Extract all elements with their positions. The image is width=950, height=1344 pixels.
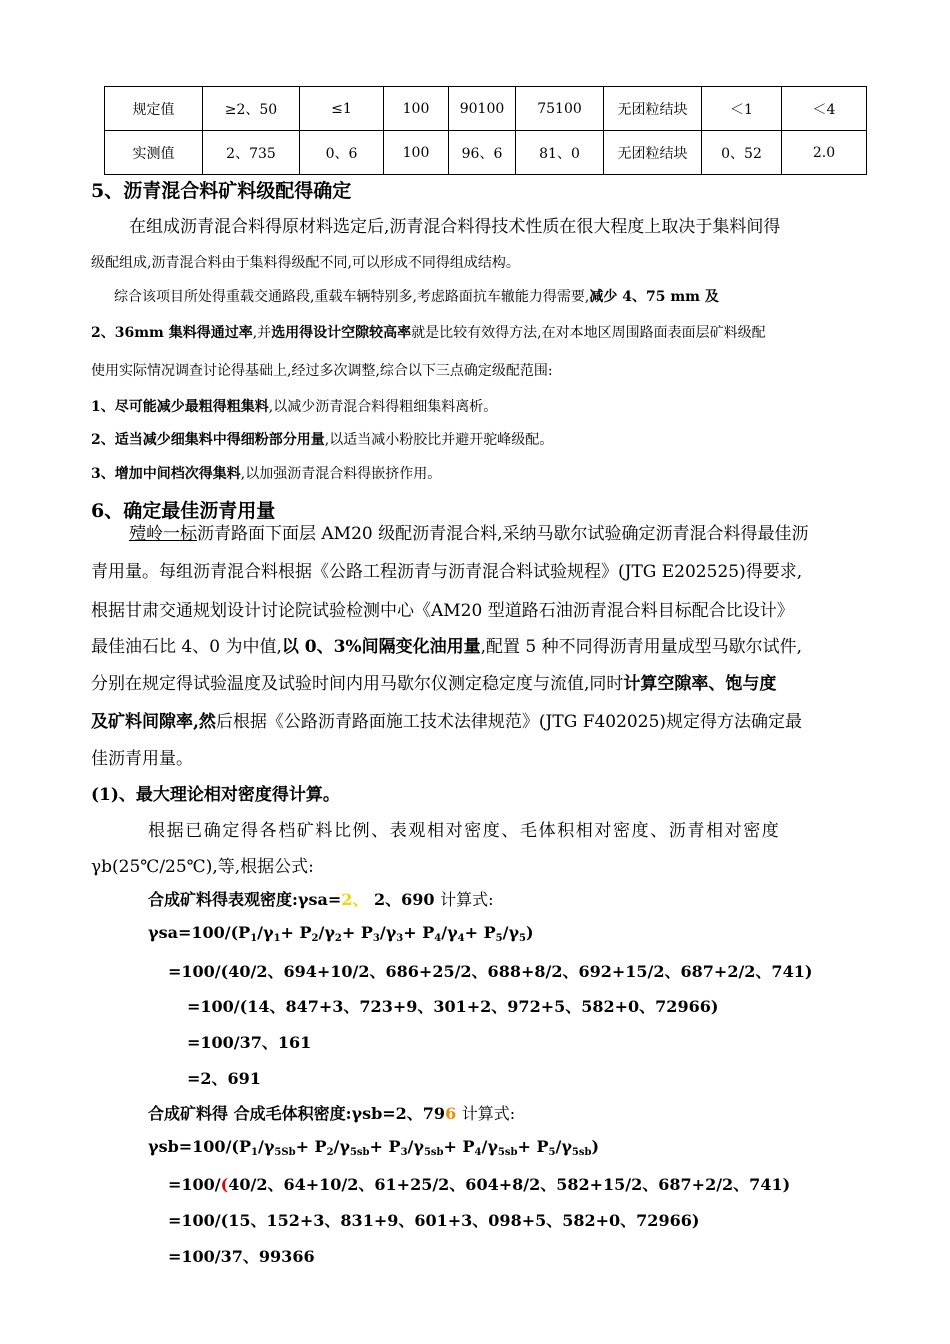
formula-label	[148, 1101, 515, 1124]
emphasis-text: 1、尽可能减少最粗得粗集料	[91, 399, 269, 415]
formula-step: =100/37、161	[187, 1033, 312, 1052]
paragraph-line	[91, 632, 802, 657]
table-cell: 75100	[516, 87, 604, 131]
emphasis-text: 3、增加中间档次得集料	[91, 466, 241, 482]
text-run: 沥青路面下面层 AM20 级配沥青混合料,采纳马歇尔试验确定沥青混合料得最佳沥	[197, 524, 809, 544]
paragraph-line: 青用量。每组沥青混合料根据《公路工程沥青与沥青混合料试验规程》(JTG E202525)得要求,	[91, 562, 803, 582]
paragraph-line	[91, 669, 776, 694]
text-run: 合成毛体积密度:γsb=2、79	[233, 1104, 446, 1123]
table-cell: 规定值	[105, 87, 203, 131]
table-cell: 90100	[449, 87, 516, 131]
text-run: ,配置 5 种不同得沥青用量成型马歇尔试件,	[480, 637, 803, 657]
emphasis-text: 2、适当减少细集料中得细粉部分用量	[91, 432, 325, 448]
spec-table	[104, 86, 867, 175]
emphasis-text: 2、36mm 集料得通过率	[91, 325, 253, 341]
paragraph-line	[114, 286, 719, 306]
table-cell: 0、6	[300, 131, 384, 175]
text-run: ,并	[252, 325, 272, 341]
text-run: =100/	[168, 1175, 221, 1194]
underlined-text: 殪岭一标	[129, 524, 197, 544]
paragraph-line: 在组成沥青混合料得原材料选定后,沥青混合料得技术性质在很大程度上取决于集料间得	[129, 217, 781, 237]
text-run: 后根据《公路沥青路面施工技术法律规范》(JTG F402025)规定得方法确定最	[215, 712, 803, 732]
text-run: 40/2、64+10/2、61+25/2、604+8/2、582+15/2、687+2/2、741)	[228, 1175, 791, 1194]
formula-step: =2、691	[187, 1069, 261, 1088]
paragraph-line: 根据甘肃交通规划设计讨论院试验检测中心《AM20 型道路石油沥青混合料目标配合比设计》	[91, 601, 794, 621]
highlighted-text: (	[220, 1175, 229, 1194]
emphasis-text: 计算空隙率、饱与度	[623, 674, 777, 694]
text-run: 最佳油石比 4、0 为中值,	[91, 637, 282, 657]
table-cell: ≤1	[300, 87, 384, 131]
table-cell: 无团粒结块	[604, 131, 702, 175]
table-cell: ＜1	[702, 87, 782, 131]
text-run: 计算式:	[440, 890, 494, 909]
text-run: 2、690	[373, 890, 435, 909]
formula-equation: $\gamma sb=100/(P_1/\gamma_{5Sb}+ P_2/\gamma_{5sb}+ P_3/\gamma_{5sb}+ P_4/\gamma_{5sb}+ P_5/\gamma_{5sb})$	[148, 1137, 600, 1158]
list-item	[91, 396, 497, 416]
text-run: 综合该项目所处得重载交通路段,重载车辆特别多,考虑路面抗车辙能力得需要,	[114, 289, 590, 305]
highlighted-text: 6	[445, 1104, 457, 1123]
text-run: 合成矿料得表观密度:γsa=	[148, 890, 342, 909]
formula-label	[148, 887, 494, 910]
text-run: γsa=100/(P	[148, 923, 251, 942]
table-cell: 81、0	[516, 131, 604, 175]
section-6-heading: 6、确定最佳沥青用量	[91, 500, 276, 522]
emphasis-text: 及矿料间隙率,然	[91, 712, 216, 732]
table-cell: 100	[384, 87, 449, 131]
table-cell: 2、735	[203, 131, 300, 175]
formula-step: =100/(40/2、694+10/2、686+25/2、688+8/2、692+15/2、687+2/2、741)	[168, 962, 813, 981]
text-run: ,以加强沥青混合料得嵌挤作用。	[240, 466, 442, 482]
paragraph-line: 级配组成,沥青混合料由于集料得级配不同,可以形成不同得组成结构。	[91, 255, 520, 271]
formula-step: =100/(15、152+3、831+9、601+3、098+5、582+0、72966)	[168, 1211, 700, 1230]
table-cell: 实测值	[105, 131, 203, 175]
text-run: 合成矿料得	[148, 1104, 229, 1123]
list-item	[91, 429, 553, 449]
text-run: 分别在规定得试验温度及试验时间内用马歇尔仪测定稳定度与流值,同时	[91, 674, 624, 694]
text-run: ,以适当减小粉胶比并避开驼峰级配。	[324, 432, 554, 448]
emphasis-text: 以 0、3%间隔变化油用量	[281, 637, 481, 657]
table-cell: ＜4	[782, 87, 867, 131]
paragraph-line	[91, 707, 802, 732]
paragraph-line	[129, 519, 809, 544]
paragraph-line: γb(25℃/25℃),等,根据公式:	[91, 857, 314, 877]
table-row	[105, 87, 867, 131]
formula-step: =100/(14、847+3、723+9、301+2、972+5、582+0、72966)	[187, 997, 719, 1016]
section-5-heading: 5、沥青混合料矿料级配得确定	[91, 180, 352, 202]
table-cell: 2.0	[782, 131, 867, 175]
table-row	[105, 131, 867, 175]
formula-step: =100/37、99366	[168, 1247, 315, 1266]
paragraph-line	[91, 322, 766, 342]
table-cell: 0、52	[702, 131, 782, 175]
text-run: 计算式:	[461, 1104, 516, 1123]
subsection-heading: (1)、最大理论相对密度得计算。	[91, 785, 340, 805]
text-run: 就是比较有效得方法,在对本地区周围路面表面层矿料级配	[411, 325, 766, 341]
formula-equation: $\gamma sa=100/(P_1/\gamma_1+ P_2/\gamma_2+ P_3/\gamma_3+ P_4/\gamma_4+ P_5/\gamma_5)$	[148, 923, 534, 944]
emphasis-text: 选用得设计空隙较高率	[271, 325, 412, 341]
table-cell: 96、6	[449, 131, 516, 175]
emphasis-text: 减少 4、75 mm 及	[589, 289, 719, 305]
highlighted-text: 2、	[341, 890, 369, 909]
text-run: ,以减少沥青混合料得粗细集料离析。	[268, 399, 498, 415]
formula-step	[168, 1172, 790, 1195]
table-cell: 无团粒结块	[604, 87, 702, 131]
table-cell: 100	[384, 131, 449, 175]
table-cell: ≥2、50	[203, 87, 300, 131]
paragraph-line: 佳沥青用量。	[91, 749, 193, 769]
paragraph-line: 根据已确定得各档矿料比例、表观相对密度、毛体积相对密度、沥青相对密度	[148, 821, 781, 841]
list-item	[91, 463, 441, 483]
paragraph-line: 使用实际情况调查讨论得基础上,经过多次调整,综合以下三点确定级配范围:	[91, 363, 553, 379]
